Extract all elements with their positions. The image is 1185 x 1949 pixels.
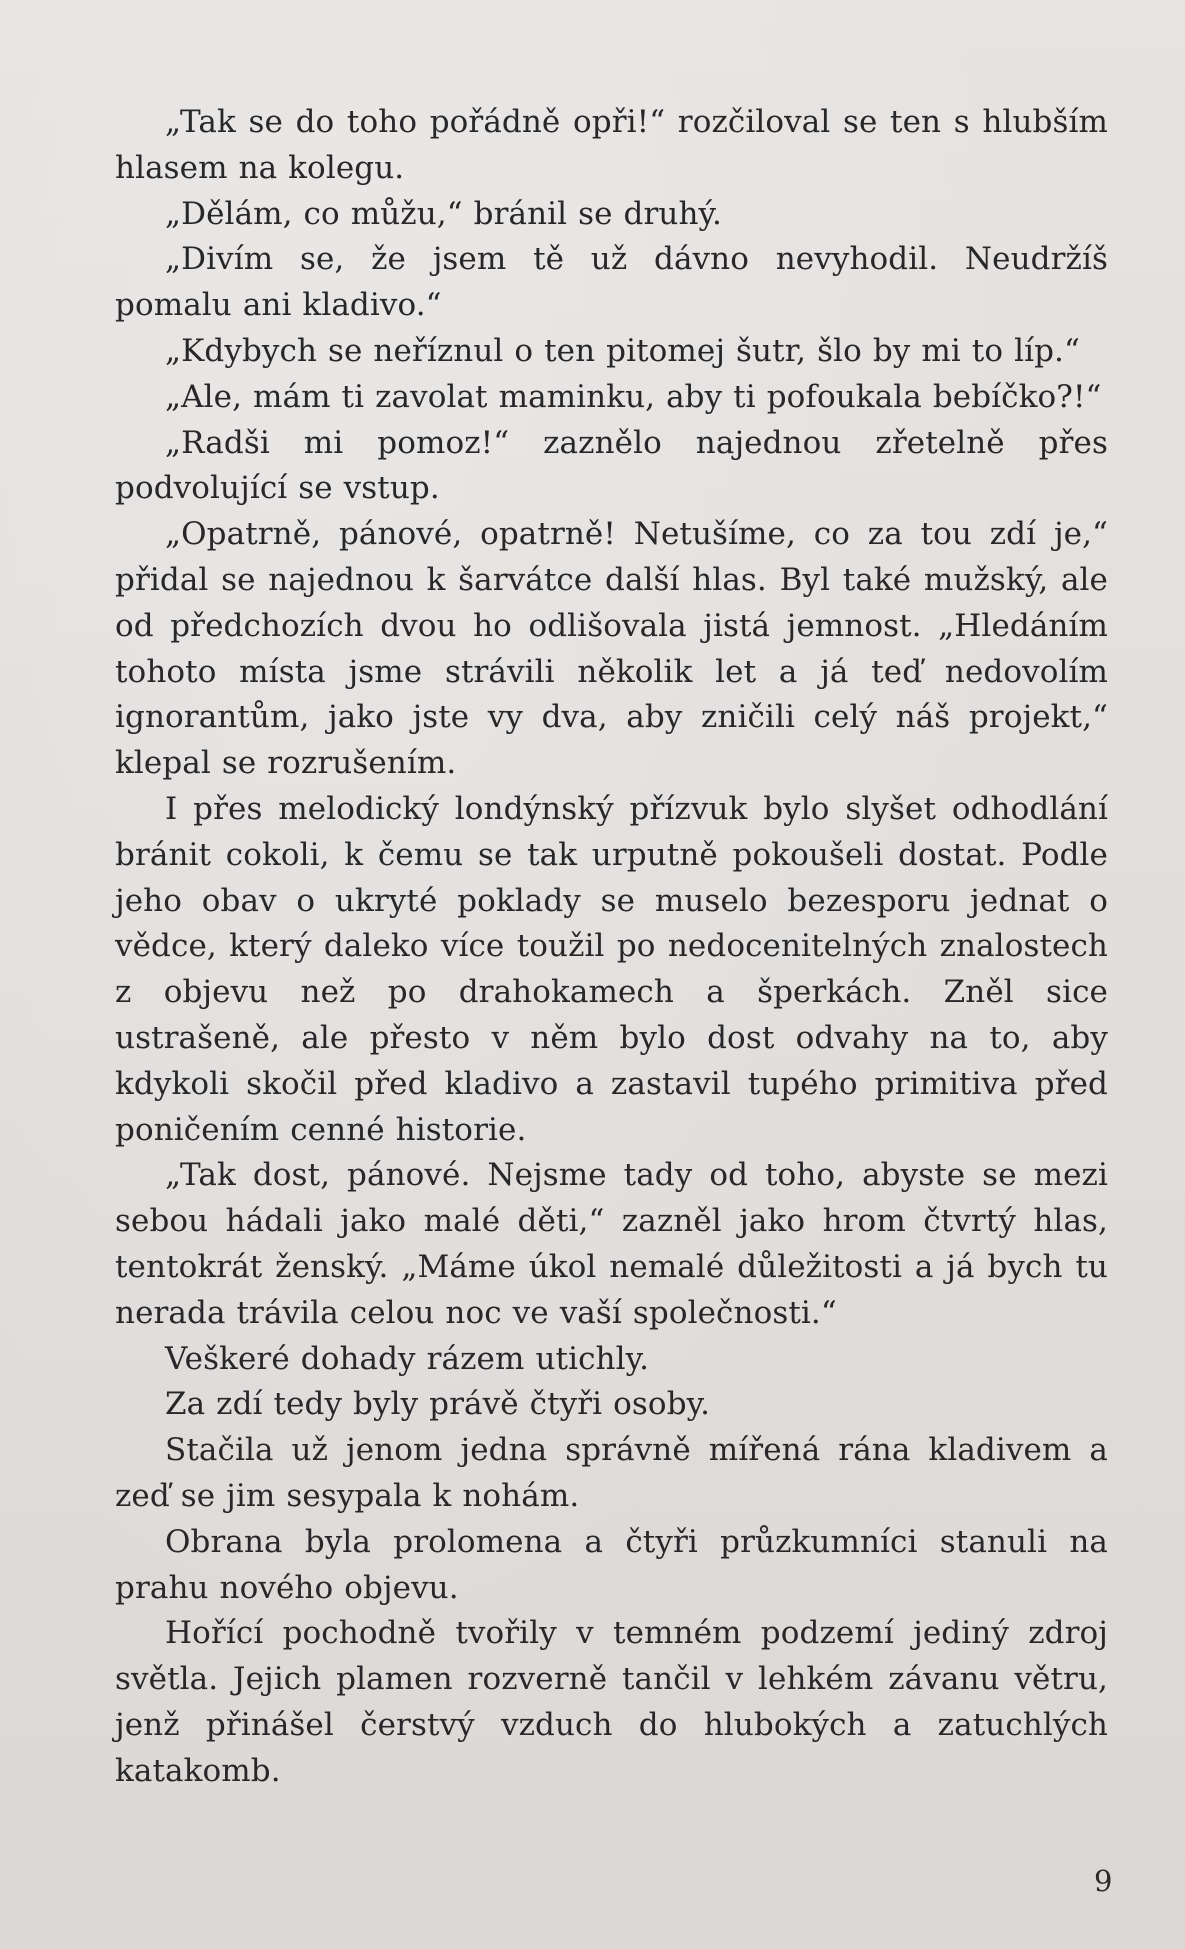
paragraph: Veškeré dohady rázem utichly.	[165, 1340, 650, 1377]
page-number: 9	[1094, 1864, 1113, 1898]
paragraph: „Kdybych se neříznul o ten pitomej šutr, šlo by mi to líp.“	[165, 332, 1080, 369]
paragraph: „Ale, mám ti zavolat maminku, aby ti pofoukala bebíčko?!“	[165, 378, 1102, 415]
paragraph: „Radši mi pomoz!“ zaznělo najednou zřetelně přes podvolující se vstup.	[115, 424, 1108, 507]
paragraph: Obrana byla prolomena a čtyři průzkumníci stanuli na prahu nového objevu.	[115, 1523, 1108, 1606]
paragraph: Hořící pochodně tvořily v temném podzemí jediný zdroj světla. Jejich plamen rozverně tančil v lehkém závanu větru, jenž přinášel čerstvý vzduch do hlubokých a zatuchlých katakomb.	[115, 1615, 1108, 1789]
paragraph: Za zdí tedy byly právě čtyři osoby.	[165, 1386, 711, 1423]
body-text	[115, 100, 1108, 1794]
paragraph: Stačila už jenom jedna správně mířená rána kladivem a zeď se jim sesypala k nohám.	[115, 1432, 1108, 1514]
paragraph: I přes melodický londýnský přízvuk bylo slyšet odhodlání bránit cokoli, k čemu se tak urputně pokoušeli dostat. Podle jeho obav o ukryté poklady se muselo bezesporu jednat o vědce, který daleko více toužil po nedocenitelných znalostech z objevu než po drahokamech a šperkách. Zněl sice ustrašeně, ale přesto v něm bylo dost odvahy na to, aby kdykoli skočil před kladivo a zastavil tupého primitiva před poničením cenné historie.	[115, 790, 1108, 1148]
paragraph: „Dělám, co můžu,“ bránil se druhý.	[165, 195, 722, 232]
paragraph: „Opatrně, pánové, opatrně! Netušíme, co za tou zdí je,“ přidal se najednou k šarvátce další hlas. Byl také mužský, ale od předchozích dvou ho odlišovala jistá jemnost. „Hledáním tohoto místa jsme strávili několik let a já teď nedovolím ignorantům, jako jste vy dva, aby zničili celý náš projekt,“ klepal se rozrušením.	[115, 516, 1108, 782]
paragraph: „Tak dost, pánové. Nejsme tady od toho, abyste se mezi sebou hádali jako malé děti,“ zazněl jako hrom čtvrtý hlas, tentokrát ženský. „Máme úkol nemalé důležitosti a já bych tu nerada trávila celou noc ve vaší společnosti.“	[115, 1157, 1108, 1331]
paragraph: „Divím se, že jsem tě už dávno nevyhodil. Neudržíš pomalu ani kladivo.“	[115, 241, 1108, 324]
paragraph: „Tak se do toho pořádně opři!“ rozčiloval se ten s hlubším hlasem na kolegu.	[115, 104, 1108, 186]
